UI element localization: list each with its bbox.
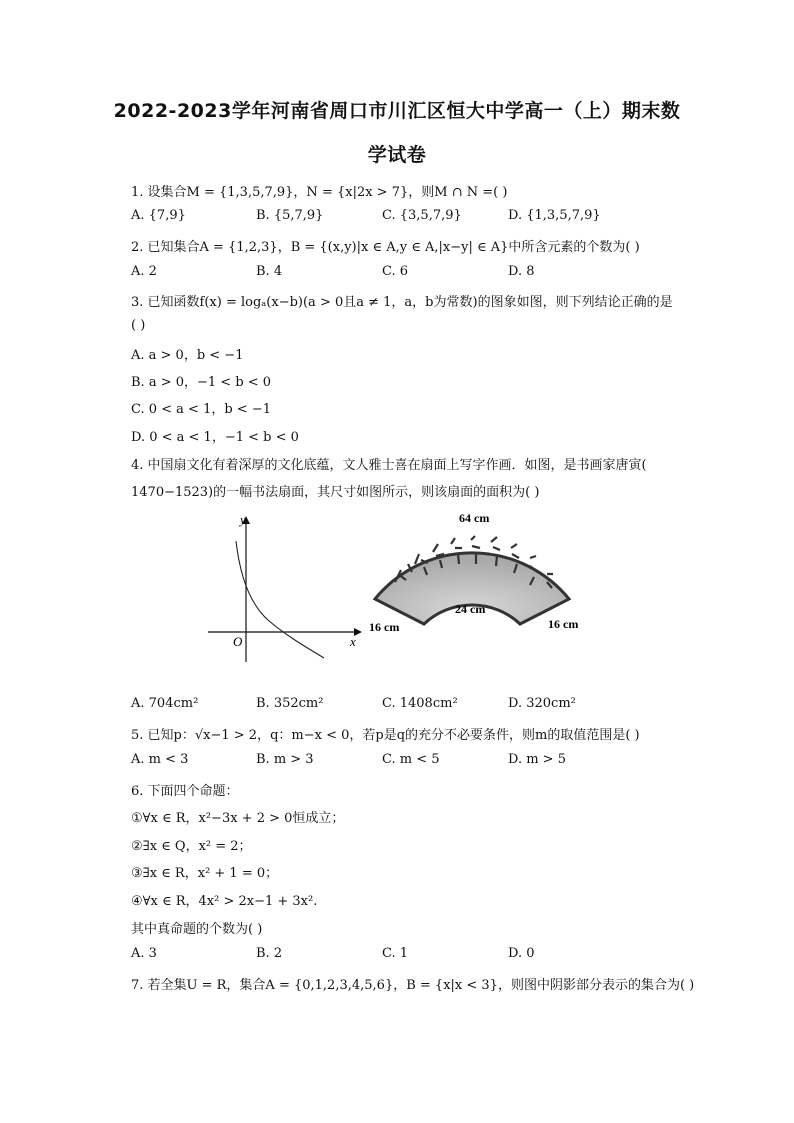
q1-option-b: B. {5,7,9} xyxy=(256,208,324,223)
exam-title-line2: 学试卷 xyxy=(367,144,427,166)
q3-option-b: B. a > 0，−1 < b < 0 xyxy=(131,375,272,390)
question-4-stem-line2: 1470−1523)的一幅书法扇面，其尺寸如图所示，则该扇面的面积为( ) xyxy=(131,485,540,500)
question-6-options xyxy=(131,946,731,964)
calligraphy-fan-figure xyxy=(355,502,590,637)
q4-option-b: B. 352cm² xyxy=(256,696,324,711)
question-1-stem: 1. 设集合M = {1,3,5,7,9}，N = {x|2x > 7}，则M ∩ N =( ) xyxy=(131,185,508,200)
q6-proposition-1: ①∀x ∈ R，x²−3x + 2 > 0恒成立； xyxy=(131,811,345,826)
question-4-options xyxy=(131,696,731,714)
question-5-stem: 5. 已知p：√x−1 > 2，q：m−x < 0，若p是q的充分不必要条件，则m的取值范围是( ) xyxy=(131,728,640,743)
q2-option-c: C. 6 xyxy=(382,264,409,279)
q3-option-c: C. 0 < a < 1，b < −1 xyxy=(131,402,271,417)
q4-option-c: C. 1408cm² xyxy=(382,696,458,711)
question-3-stem-line1: 3. 已知函数f(x) = logₐ(x−b)(a > 0且a ≠ 1，a，b为常数)的图象如图，则下列结论正确的是 xyxy=(131,295,673,310)
question-4-stem-line1: 4. 中国扇文化有着深厚的文化底蕴，文人雅士喜在扇面上写字作画．如图，是书画家唐寅( xyxy=(131,458,647,473)
log-function-graph xyxy=(200,506,365,666)
question-2-options xyxy=(131,264,731,282)
question-6-stem: 6. 下面四个命题： xyxy=(131,784,239,799)
fan-left-label: 16 cm xyxy=(369,620,400,634)
log-curve xyxy=(236,541,324,658)
question-1-options xyxy=(131,208,731,226)
q1-option-d: D. {1,3,5,7,9} xyxy=(508,208,601,223)
q5-option-d: D. m > 5 xyxy=(508,752,566,767)
question-5-options xyxy=(131,752,731,770)
fan-inner-label: 24 cm xyxy=(455,602,486,616)
question-7-stem: 7. 若全集U = R，集合A = {0,1,2,3,4,5,6}，B = {x|x < 3}，则图中阴影部分表示的集合为( ) xyxy=(131,978,695,993)
question-3-stem-line2: ( ) xyxy=(131,318,146,333)
q3-option-a: A. a > 0，b < −1 xyxy=(131,348,244,363)
y-axis-label: y xyxy=(240,512,246,527)
q6-option-b: B. 2 xyxy=(256,946,283,961)
q1-option-c: C. {3,5,7,9} xyxy=(382,208,462,223)
q6-proposition-2: ②∃x ∈ Q，x² = 2； xyxy=(131,839,252,854)
q4-option-d: D. 320cm² xyxy=(508,696,576,711)
fan-top-label: 64 cm xyxy=(459,511,490,525)
question-2-stem: 2. 已知集合A = {1,2,3}，B = {(x,y)|x ∈ A,y ∈ A,|x−y| ∈ A}中所含元素的个数为( ) xyxy=(131,240,640,255)
q6-proposition-3: ③∃x ∈ R，x² + 1 = 0； xyxy=(131,866,279,881)
q6-option-d: D. 0 xyxy=(508,946,535,961)
q5-option-a: A. m < 3 xyxy=(131,752,189,767)
q4-option-a: A. 704cm² xyxy=(131,696,199,711)
q1-option-a: A. {7,9} xyxy=(131,208,186,223)
q2-option-d: D. 8 xyxy=(508,264,535,279)
origin-label: O xyxy=(233,634,243,649)
q3-option-d: D. 0 < a < 1，−1 < b < 0 xyxy=(131,430,299,445)
x-axis-label: x xyxy=(350,634,356,649)
question-6-question: 其中真命题的个数为( ) xyxy=(131,922,263,937)
q2-option-b: B. 4 xyxy=(256,264,283,279)
q6-option-a: A. 3 xyxy=(131,946,157,961)
exam-title-line1: 2022-2023学年河南省周口市川汇区恒大中学高一（上）期末数 xyxy=(113,100,681,122)
q5-option-c: C. m < 5 xyxy=(382,752,440,767)
q6-proposition-4: ④∀x ∈ R，4x² > 2x−1 + 3x². xyxy=(131,894,318,909)
q2-option-a: A. 2 xyxy=(131,264,157,279)
q5-option-b: B. m > 3 xyxy=(256,752,314,767)
fan-right-label: 16 cm xyxy=(548,617,579,631)
q6-option-c: C. 1 xyxy=(382,946,409,961)
